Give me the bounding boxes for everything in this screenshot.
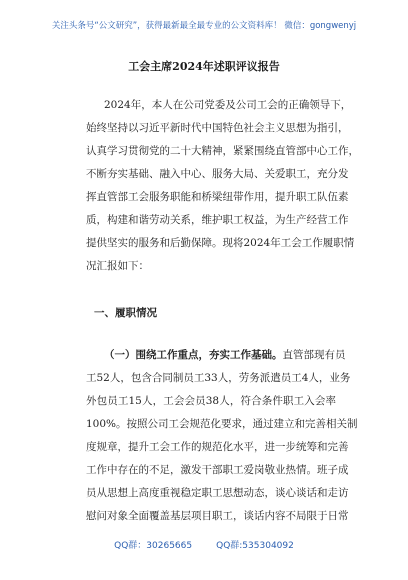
intro-line: 提供坚实的服务和后勤保障。现将2024年工会工作履职情 <box>86 237 355 249</box>
footer-qq-group-2: QQ群:535304092 <box>216 541 294 551</box>
body-paragraph <box>86 344 358 528</box>
footer-qq-group-1: QQ群：30265665 <box>114 541 193 551</box>
body-line: 工52人，包含合同制员工33人，劳务派遣员工4人，业务 <box>86 372 351 384</box>
intro-line: 况汇报如下： <box>86 260 149 272</box>
intro-line: 挥直管部工会服务职能和桥梁纽带作用，提升职工队伍素 <box>86 191 349 203</box>
intro-line: 始终坚持以习近平新时代中国特色社会主义思想为指引， <box>86 122 349 134</box>
footer <box>0 538 408 551</box>
body-line: 度规章，提升工会工作的规范化水平，进一步统筹和完善 <box>86 441 349 453</box>
intro-paragraph <box>86 94 359 278</box>
body-line: 外包员工15人，工会会员38人，符合条件职工入会率 <box>86 395 336 407</box>
document-title: 工会主席2024年述职评议报告 <box>128 60 280 73</box>
header-banner: 关注头条号“公文研究”，获得最新最全最专业的公文资料库！ 微信：gongwenyj <box>51 21 357 31</box>
body-line: 慰问对象全面覆盖基层项目职工，谈话内容不局限于日常 <box>86 510 349 522</box>
intro-line: 认真学习贯彻党的二十大精神，紧紧围绕直管部中心工作， <box>86 145 359 157</box>
body-line: 员从思想上高度重视稳定职工思想动态，谈心谈话和走访 <box>86 487 349 499</box>
intro-line: 2024年，本人在公司党委及公司工会的正确领导下， <box>104 99 352 111</box>
section-heading: 一、履职情况 <box>94 307 157 319</box>
sub-heading-bold: （一）围绕工作重点，夯实工作基础。 <box>104 349 283 361</box>
body-line: 100%。按照公司工会规范化要求，通过建立和完善相关制 <box>86 418 358 430</box>
body-line: 工作中存在的不足，激发干部职工爱岗敬业热情。班子成 <box>86 464 349 476</box>
intro-line: 不断夯实基础、融入中心、服务大局、关爱职工，充分发 <box>86 168 349 180</box>
sub-heading-rest: 直管部现有员 <box>282 349 346 361</box>
intro-line: 质，构建和谐劳动关系，维护职工权益，为生产经营工作 <box>86 214 349 226</box>
sub-heading-line <box>86 344 346 367</box>
